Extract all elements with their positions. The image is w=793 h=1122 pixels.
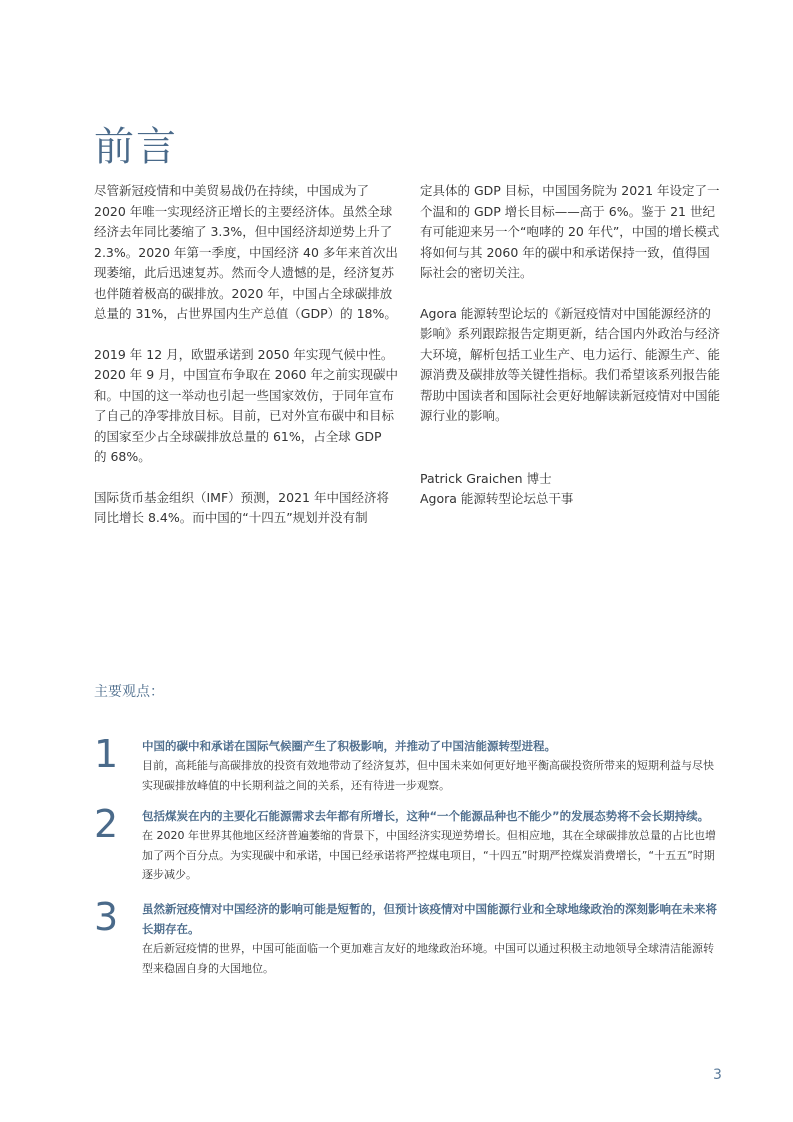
signature — [420, 469, 720, 510]
key-point-body — [142, 806, 722, 885]
paragraph: 尽管新冠疫情和中美贸易战仍在持续，中国成为了2020 年唯一实现经济正增长的主要经济体。虽然全球经济去年同比萎缩了 3.3%，但中国经济却逆势上升了 2.3%。2020 年第一季度，中国经济 40 多年来首次出现萎缩，此后迅速复苏。然而令人遗憾的是，经济复苏也伴随着极高的碳排放。2020 年，中国占全球碳排放总量的 31%，占世界国内生产总值（GDP）的 18%。 — [94, 183, 398, 321]
paragraph: Agora 能源转型论坛的《新冠疫情对中国能源经济的影响》系列跟踪报告定期更新，结合国内外政治与经济大环境，解析包括工业生产、电力运行、能源生产、能源消费及碳排放等关键性指标。我们希望该系列报告能帮助中国读者和国际社会更好地解读新冠疫情对中国能源行业的影响。 — [420, 305, 721, 423]
key-point-number: 1 — [94, 732, 119, 776]
key-point-number: 2 — [94, 802, 119, 846]
signature-name: Patrick Graichen 博士 — [420, 470, 552, 486]
paragraph: 定具体的 GDP 目标，中国国务院为 2021 年设定了一个温和的 GDP 增长目标——高于 6%。鉴于 21 世纪有可能迎来另一个“咆哮的 20 年代”，中国的增长模式将如何与其 2060 年的碳中和承诺保持一致，值得国际社会的密切关注。 — [420, 183, 720, 280]
page-number: 3 — [713, 1067, 722, 1083]
left-column — [94, 181, 398, 549]
key-point-body — [142, 899, 722, 978]
key-point-heading: 包括煤炭在内的主要化石能源需求去年都有所增长，这种“一个能源品种也不能少”的发展态势将不会长期持续。 — [142, 809, 710, 823]
key-point-heading: 虽然新冠疫情对中国经济的影响可能是短暂的，但预计该疫情对中国能源行业和全球地缘政治的深刻影响在未来将长期存在。 — [142, 902, 717, 936]
paragraph: 国际货币基金组织（IMF）预测，2021 年中国经济将同比增长 8.4%。而中国的“十四五”规划并没有制 — [94, 489, 389, 525]
key-points-heading: 主要观点： — [94, 684, 164, 700]
key-point-body — [142, 736, 722, 795]
key-point-heading: 中国的碳中和承诺在国际气候圈产生了积极影响，并推动了中国洁能源转型进程。 — [142, 739, 556, 753]
key-point-text: 在后新冠疫情的世界，中国可能面临一个更加难言友好的地缘政治环境。中国可以通过积极主动地领导全球清洁能源转型来稳固自身的大国地位。 — [142, 942, 714, 975]
key-point-text: 在 2020 年世界其他地区经济普遍萎缩的背景下，中国经济实现逆势增长。但相应地，其在全球碳排放总量的占比也增加了两个百分点。为实现碳中和承诺，中国已经承诺将严控煤电项目，“十四五”时期严控煤炭消费增长，“十五五”时期逐步减少。 — [142, 829, 716, 881]
right-column — [420, 181, 720, 510]
key-point-number: 3 — [94, 895, 119, 939]
page-title: 前言 — [94, 123, 178, 170]
paragraph: 2019 年 12 月，欧盟承诺到 2050 年实现气候中性。2020 年 9 月，中国宣布争取在 2060 年之前实现碳中和。中国的这一举动也引起一些国家效仿，于同年宣布了自己的净零排放目标。目前，已对外宣布碳中和目标的国家至少占全球碳排放总量的 61%，占全球 GDP 的 68%。 — [94, 346, 398, 464]
signature-role: Agora 能源转型论坛总干事 — [420, 491, 574, 506]
key-point-text: 目前，高耗能与高碳排放的投资有效地带动了经济复苏，但中国未来如何更好地平衡高碳投资所带来的短期利益与尽快实现碳排放峰值的中长期利益之间的关系，还有待进一步观察。 — [142, 759, 714, 792]
